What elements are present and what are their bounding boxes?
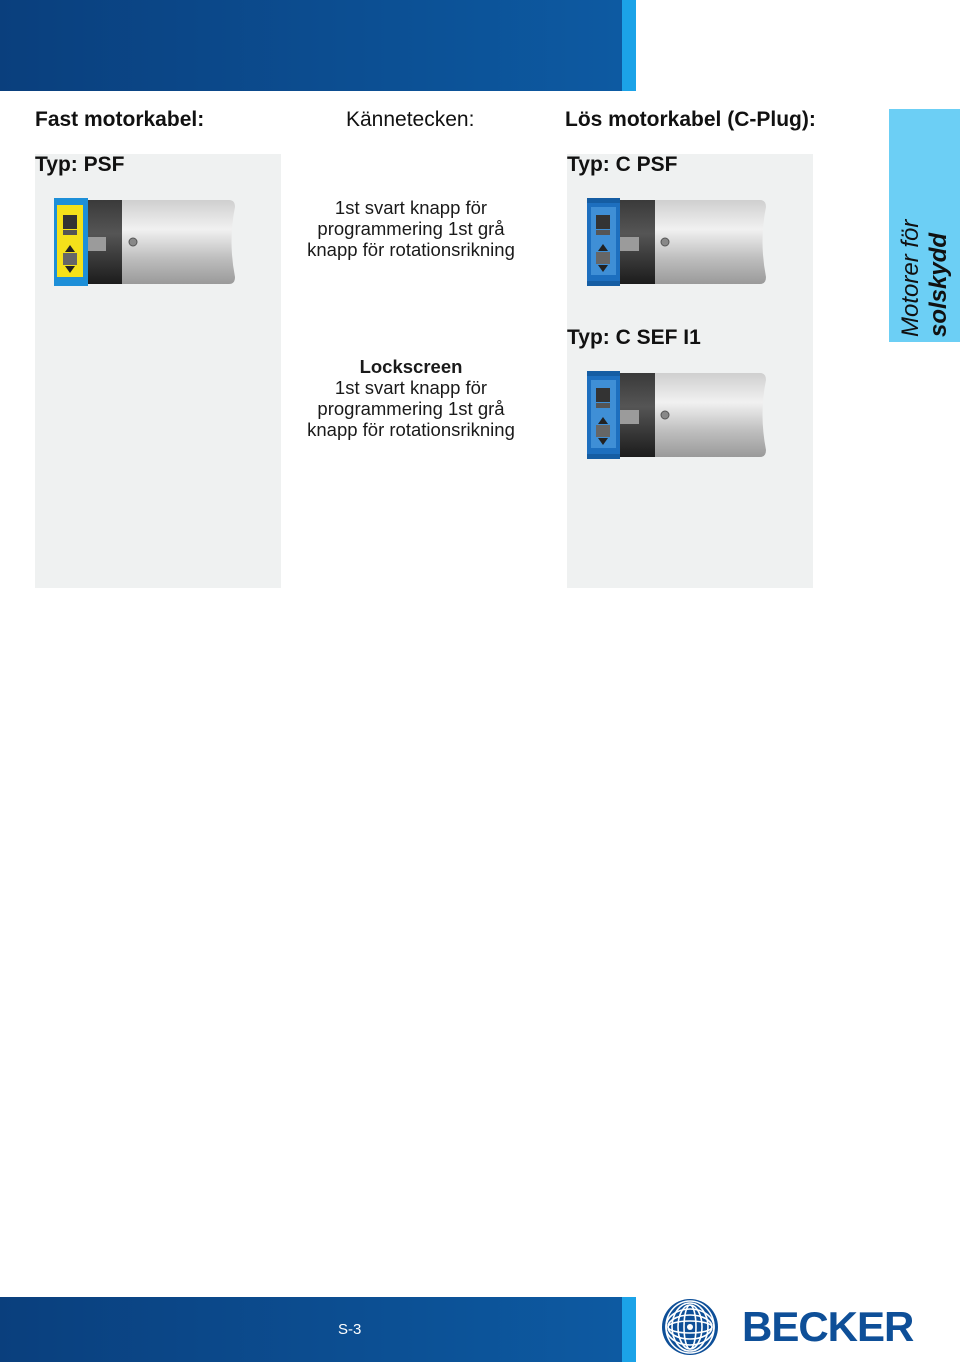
- top-color-band: [0, 0, 622, 91]
- page-number: S-3: [338, 1321, 362, 1338]
- feature-lockscreen-text: 1st svart knapp för programmering 1st grå knapp för rotationsrikning: [307, 377, 515, 440]
- type-label-c-sef: Typ: C SEF I1: [567, 326, 701, 349]
- becker-logo-icon: [660, 1297, 720, 1357]
- motor-psf-illustration: [54, 197, 239, 287]
- feature-lockscreen-title: Lockscreen: [359, 356, 463, 377]
- side-tab-line2: solskydd: [925, 232, 952, 337]
- bottom-accent-strip: [622, 1297, 636, 1362]
- brand-name: BECKER: [742, 1303, 914, 1350]
- bottom-color-band: [0, 1297, 622, 1362]
- feature-standard-text: 1st svart knapp för programmering 1st grå knapp för rotationsrikning: [307, 197, 515, 260]
- side-tab-text: [897, 117, 957, 337]
- heading-fixed-cable: Fast motorkabel:: [35, 108, 205, 131]
- type-label-psf: Typ: PSF: [35, 153, 125, 176]
- side-tab-line1: Motorer för: [897, 219, 924, 337]
- motor-c-psf-illustration: [587, 197, 772, 287]
- feature-standard: [296, 197, 526, 260]
- side-tab: [889, 109, 960, 342]
- heading-features: Kännetecken:: [346, 108, 475, 131]
- type-label-c-psf: Typ: C PSF: [567, 153, 678, 176]
- top-accent-strip: [622, 0, 636, 91]
- motor-c-sef-illustration: [587, 370, 772, 460]
- heading-loose-cable: Lös motorkabel (C-Plug):: [565, 108, 816, 131]
- feature-lockscreen: [296, 356, 526, 440]
